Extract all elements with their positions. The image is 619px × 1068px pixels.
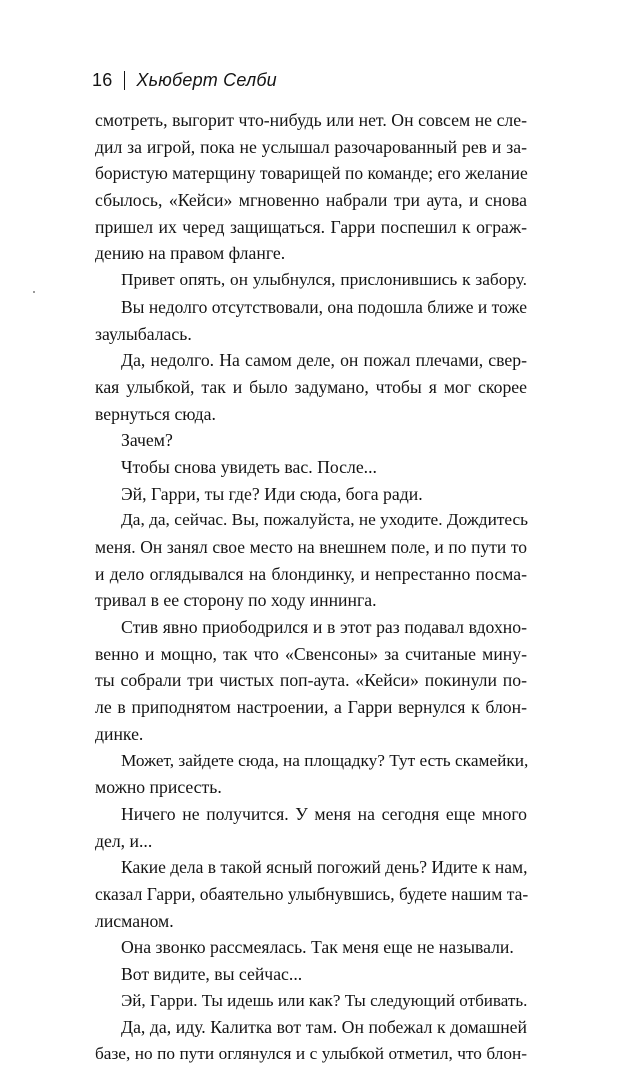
text-line: тривал в ее сторону по ходу иннинга. [95,590,377,611]
text-line: Эй, Гарри. Ты идешь или как? Ты следующий отбивать. [121,990,528,1010]
text-line: и дело оглядывался на блондинку, и непрестанно посма- [95,563,527,584]
text-line: Вот видите, вы сейчас... [121,964,303,984]
text-line: заулыбалась. [95,323,192,344]
page-number: 16 [92,69,113,90]
header-separator [124,71,125,90]
text-line: ты собрали три чистых поп-аута. «Кейси» покинули по- [95,670,527,691]
text-line: ле в приподнятом настроении, а Гарри вернулся к блон- [95,697,527,718]
text-line: Эй, Гарри, ты где? Иди сюда, бога ради. [121,483,423,504]
text-line: Зачем? [121,430,173,451]
text-line: Привет опять, он улыбнулся, прислонившись к забору. [121,270,527,290]
text-line: Стив явно приободрился и в этот раз подавал вдохно- [121,617,527,638]
text-line: Какие дела в такой ясный погожий день? Идите к нам, [121,857,528,878]
text-line: вернуться сюда. [95,403,216,424]
text-line: венно и мощно, так что «Свенсоны» за считаные мину- [95,643,527,664]
text-line: Может, зайдете сюда, на площадку? Тут есть скамейки, [121,750,529,770]
text-line: дению на правом фланге. [95,243,286,264]
text-line: дил за игрой, пока не услышал разочарованный рев и за- [95,136,527,157]
text-line: Вы недолго отсутствовали, она подошла ближе и тоже [121,296,527,317]
text-line: Ничего не получится. У меня на сегодня еще много [121,803,527,824]
text-line: Да, недолго. На самом деле, он пожал плечами, свер- [121,350,527,371]
text-line: Да, да, иду. Калитка вот там. Он побежал к домашней [121,1017,527,1038]
text-line: меня. Он занял свое место на внешнем поле, и по пути то [95,537,527,557]
text-line: базе, но по пути оглянулся и с улыбкой отметил, что блон- [95,1044,527,1064]
text-line: дел, и... [95,830,153,851]
text-line: можно присесть. [95,777,222,798]
running-header [92,68,277,92]
text-line: лисманом. [95,910,174,931]
text-line: сказал Гарри, обаятельно улыбнувшись, будете нашим та- [95,883,529,904]
text-line: Она звонко рассмеялась. Так меня еще не называли. [121,937,514,958]
text-line: динке. [95,723,144,744]
text-line: пришел их черед защищаться. Гарри поспешил к ограж- [95,216,527,237]
text-line: кая улыбкой, так и было задумано, чтобы я мог скорее [95,376,527,397]
text-line: смотреть, выгорит что-нибудь или нет. Он совсем не сле- [95,110,527,130]
running-head-author: Хьюберт Селби [136,69,277,90]
text-line: Чтобы снова увидеть вас. После... [121,456,377,477]
text-line: бористую матерщину товарищей по команде; его желание [95,163,528,184]
scan-speck [33,291,35,293]
text-line: Да, да, сейчас. Вы, пожалуйста, не уходите. Дождитесь [121,510,529,530]
body-text [95,107,527,1068]
text-line: сбылось, «Кейси» мгновенно набрали три аута, и снова [95,190,527,211]
